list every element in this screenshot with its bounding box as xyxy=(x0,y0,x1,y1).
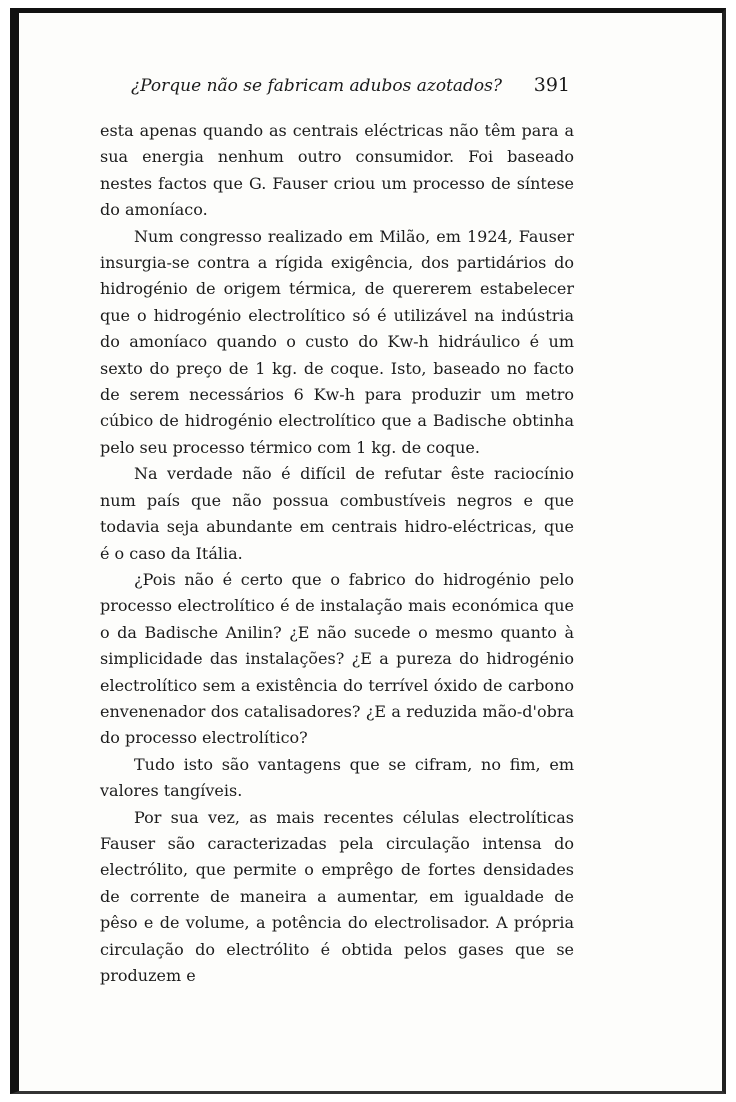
paragraph: ¿Pois não é certo que o fabrico do hidrogénio pelo processo electrolítico é de instalação mais económica que o da Badische Anilin? ¿E não sucede o mesmo quanto à simplicidade das instalações? ¿E a pureza do hidrogénio electrolítico sem a existência do terrível óxido de carbono envenenador dos catalisadores? ¿E a reduzida mão-d'obra do processo electrolítico? xyxy=(100,569,574,748)
paragraph: esta apenas quando as centrais eléctricas não têm para a sua energia nenhum outro consumidor. Foi baseado nestes factos que G. Fauser criou um processo de síntese do amoníaco. xyxy=(100,121,574,220)
running-title: ¿Porque não se fabricam adubos azotados? xyxy=(131,76,502,96)
paragraph: Tudo isto são vantagens que se cifram, no fim, em valores tangíveis. xyxy=(100,754,574,801)
paragraph: Num congresso realizado em Milão, em 1924, Fauser insurgia-se contra a rígida exigência, dos partidários do hidrogénio de origem térmica, de quererem estabelecer que o hidrogénio electrolítico só é utilizável na indústria do amoníaco quando o custo do Kw-h hidráulico é um sexto do preço de 1 kg. de coque. Isto, baseado no facto de serem necessários 6 Kw-h para produzir um metro cúbico de hidrogénio electrolítico que a Badische obtinha pelo seu processo térmico com 1 kg. de coque. xyxy=(100,226,574,457)
running-head xyxy=(100,74,574,104)
paragraph: Por sua vez, as mais recentes células electrolíticas Fauser são caracterizadas pela circulação intensa do electrólito, que permite o emprêgo de fortes densidades de corrente de maneira a aumentar, em igualdade de pêso e de volume, a potência do electrolisador. A própria circulação do electrólito é obtida pelos gases que se produzem e xyxy=(100,807,574,985)
page-number: 391 xyxy=(533,74,570,96)
paragraph: Na verdade não é difícil de refutar êste raciocínio num país que não possua combustíveis negros e que todavia seja abundante em centrais hidro-eléctricas, que é o caso da Itália. xyxy=(100,464,574,563)
body-text xyxy=(100,118,574,989)
